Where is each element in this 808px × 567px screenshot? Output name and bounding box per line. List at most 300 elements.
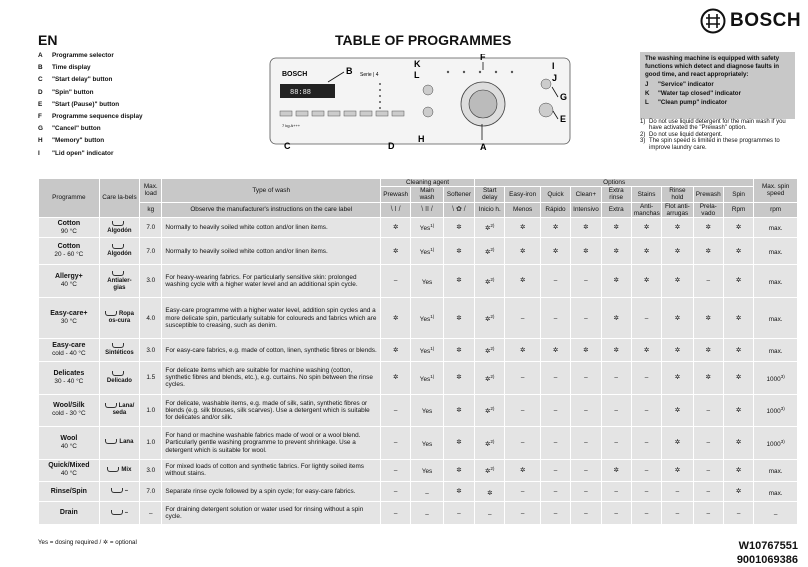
quick-value: – xyxy=(540,459,570,481)
quick-value: ✲ xyxy=(540,218,570,238)
sub-extra: Extra xyxy=(601,202,631,217)
programme-name: Easy-care+ 30 °C xyxy=(39,297,100,339)
prewash-option-value: – xyxy=(693,394,723,427)
clean-value: – xyxy=(571,394,601,427)
document-code: W10767551 xyxy=(738,540,798,552)
wash-description: For delicate, washable items, e.g. made of silk, satin, synthetic fibres or blends (e.g. silk blouses, silk scarves). Use a detergent which is suitable for delicates and/or silk. xyxy=(162,394,381,427)
start-delay-value: ✲ xyxy=(475,482,505,502)
header-softener: Softener xyxy=(443,187,474,202)
programme-name: Wool/Silk cold - 30 °C xyxy=(39,394,100,427)
extra-rinse-value: – xyxy=(601,427,631,460)
rinse-hold-value: – xyxy=(662,482,693,502)
wash-tub-icon xyxy=(105,311,117,316)
svg-text:B: B xyxy=(346,66,353,76)
clean-value: – xyxy=(571,482,601,502)
wash-description: Normally to heavily soiled white cotton and/or linen items. xyxy=(162,218,381,238)
legend-key: E xyxy=(38,100,43,108)
header-clean-plus: Clean+ xyxy=(571,187,601,202)
start-delay-value: ✲$^{2)}$ xyxy=(475,339,505,361)
softener-compartment-icon: \ ✿ / xyxy=(443,202,474,217)
spin-value: ✲ xyxy=(723,361,753,394)
sub-quick: Rápido xyxy=(540,202,570,217)
wash-description: For draining detergent solution or water used for rinsing without a spin cycle. xyxy=(162,502,381,525)
sub-prewash: Prela-vado xyxy=(693,202,723,217)
mainwash-value: Yes$^{1)}$ xyxy=(411,361,443,394)
wash-tub-icon xyxy=(107,467,119,472)
wash-description: For delicate items which are suitable for machine washing (cotton, synthetic fibres and blends, etc.), e.g. curtains. No spin between the rinse cycles. xyxy=(162,361,381,394)
start-delay-value: ✲$^{2)}$ xyxy=(475,297,505,339)
mainwash-value: Yes xyxy=(411,427,443,460)
header-stains: Stains xyxy=(631,187,661,202)
legend-list xyxy=(38,50,143,160)
header-prewash-option: Prewash xyxy=(693,187,723,202)
table-row xyxy=(39,265,798,298)
clean-value: – xyxy=(571,361,601,394)
start-delay-value: ✲$^{2)}$ xyxy=(475,394,505,427)
mainwash-value: Yes xyxy=(411,459,443,481)
easy-iron-value: ✲ xyxy=(505,238,540,265)
mainwash-value: – xyxy=(411,482,443,502)
max-spin-value: – xyxy=(754,502,798,525)
wash-tub-icon xyxy=(111,510,123,515)
page-title: TABLE OF PROGRAMMES xyxy=(335,32,512,48)
header-quick: Quick xyxy=(540,187,570,202)
rinse-hold-value: ✲ xyxy=(662,265,693,298)
legend-item xyxy=(38,123,143,135)
softener-value: ✲ xyxy=(443,339,474,361)
prewash-value: ✲ xyxy=(381,238,411,265)
softener-value: ✲ xyxy=(443,361,474,394)
svg-text:I: I xyxy=(552,61,555,71)
programme-name: Drain xyxy=(39,502,100,525)
stains-value: – xyxy=(631,361,661,394)
table-row xyxy=(39,502,798,525)
header-start-delay: Start delay xyxy=(475,187,505,202)
sub-spin: Rpm xyxy=(723,202,753,217)
sub-start-delay: Inicio h. xyxy=(475,202,505,217)
spin-value: ✲ xyxy=(723,218,753,238)
stains-value: ✲ xyxy=(631,238,661,265)
mainwash-value: Yes xyxy=(411,394,443,427)
mainwash-value: Yes$^{1)}$ xyxy=(411,218,443,238)
legend-item xyxy=(38,74,143,86)
max-load: 1.5 xyxy=(140,361,162,394)
programme-name: Cotton 20 - 60 °C xyxy=(39,238,100,265)
svg-text:E: E xyxy=(560,114,567,124)
prewash-value: ✲ xyxy=(381,297,411,339)
header-programme: Programme xyxy=(39,179,100,218)
care-label: Antialer-gias xyxy=(99,265,139,298)
stains-value: – xyxy=(631,394,661,427)
stains-value: ✲ xyxy=(631,265,661,298)
extra-rinse-value: – xyxy=(601,502,631,525)
sub-stains: Anti-manchas xyxy=(631,202,661,217)
note-key: K xyxy=(645,89,650,97)
stains-value: ✲ xyxy=(631,339,661,361)
table-row xyxy=(39,218,798,238)
legend-item xyxy=(38,50,143,62)
header-spin: Spin xyxy=(723,187,753,202)
mainwash-value: Yes$^{1)}$ xyxy=(411,339,443,361)
wash-description: For heavy-wearing fabrics. For particularly sensitive skin: prolonged washing cycle with a higher water level and an additional spin cycle. xyxy=(162,265,381,298)
start-delay-value: ✲$^{2)}$ xyxy=(475,361,505,394)
max-load: 7.0 xyxy=(140,238,162,265)
max-spin-value: max. xyxy=(754,265,798,298)
spin-value: ✲ xyxy=(723,297,753,339)
easy-iron-value: – xyxy=(505,482,540,502)
header-max-spin: Max. spin speed xyxy=(754,179,798,203)
easy-iron-value: ✲ xyxy=(505,265,540,298)
softener-value: ✲ xyxy=(443,265,474,298)
mainwash-value: Yes$^{1)}$ xyxy=(411,297,443,339)
max-spin-value: 1000$^{3)}$ xyxy=(754,427,798,460)
svg-text:F: F xyxy=(480,54,486,62)
clean-value: ✲ xyxy=(571,238,601,265)
spin-value: ✲ xyxy=(723,394,753,427)
prewash-value: – xyxy=(381,482,411,502)
header-type-of-wash: Type of wash xyxy=(162,179,381,203)
extra-rinse-value: ✲ xyxy=(601,238,631,265)
prewash-value: ✲ xyxy=(381,361,411,394)
quick-value: – xyxy=(540,361,570,394)
table-row xyxy=(39,427,798,460)
wash-description: For easy-care fabrics, e.g. made of cotton, linen, synthetic fibres or blends. xyxy=(162,339,381,361)
spin-value: ✲ xyxy=(723,339,753,361)
svg-text:G: G xyxy=(560,92,568,102)
rinse-hold-value: ✲ xyxy=(662,361,693,394)
clean-value: – xyxy=(571,502,601,525)
max-load: 1.0 xyxy=(140,394,162,427)
legend-text: "Spin" button xyxy=(52,88,94,96)
rinse-hold-value: ✲ xyxy=(662,339,693,361)
clean-value: – xyxy=(571,427,601,460)
clean-value: – xyxy=(571,459,601,481)
max-spin-value: max. xyxy=(754,218,798,238)
wash-description: For hand or machine washable fabrics made of wool or a wool blend. Particularly gentle washing programme to prevent shrinkage. Use a detergent which is suitable for wool. xyxy=(162,427,381,460)
mainwash-value: Yes xyxy=(411,265,443,298)
prewash-option-value: – xyxy=(693,482,723,502)
svg-text:L: L xyxy=(414,70,420,80)
max-load: 1.0 xyxy=(140,427,162,460)
extra-rinse-value: – xyxy=(601,361,631,394)
easy-iron-value: – xyxy=(505,394,540,427)
start-delay-value: ✲$^{2)}$ xyxy=(475,459,505,481)
easy-iron-value: – xyxy=(505,502,540,525)
clean-value: – xyxy=(571,297,601,339)
bosch-armature-icon xyxy=(700,8,726,34)
programme-name: Easy-care cold - 40 °C xyxy=(39,339,100,361)
legend-key: I xyxy=(38,149,40,157)
softener-value: ✲ xyxy=(443,394,474,427)
sub-rinse-hold: Flot anti-arrugas xyxy=(662,202,693,217)
quick-value: – xyxy=(540,297,570,339)
wash-tub-icon xyxy=(112,371,124,376)
wash-tub-icon xyxy=(111,488,123,493)
wash-description: Easy-care programme with a higher water level, addition spin cycles and a more delicate spin, particularly suitable for coloureds and fabrics which are susceptible to creasing, such as denim. xyxy=(162,297,381,339)
wash-tub-icon xyxy=(112,244,124,249)
start-delay-value: – xyxy=(475,502,505,525)
prewash-option-value: ✲ xyxy=(693,339,723,361)
legend-item xyxy=(38,62,143,74)
language-code: EN xyxy=(38,32,58,48)
max-load: 4.0 xyxy=(140,297,162,339)
header-care-labels: Care la-bels xyxy=(99,179,139,218)
extra-rinse-value: – xyxy=(601,482,631,502)
clean-value: ✲ xyxy=(571,339,601,361)
stains-value: – xyxy=(631,427,661,460)
programme-name: Quick/Mixed 40 °C xyxy=(39,459,100,481)
spin-value: – xyxy=(723,502,753,525)
header-type-note: Observe the manufacturer's instructions on the care label xyxy=(162,202,381,217)
header-rpm: rpm xyxy=(754,202,798,217)
prewash-option-value: ✲ xyxy=(693,238,723,265)
footnote-text: The spin speed is limited in these programmes to improve laundry care. xyxy=(649,138,780,151)
max-load: 7.0 xyxy=(140,482,162,502)
wash-description: Normally to heavily soiled white cotton and/or linen items. xyxy=(162,238,381,265)
service-indicator-note: "Service" indicator xyxy=(658,80,714,88)
legend-text: "Start delay" button xyxy=(52,76,113,84)
quick-value: – xyxy=(540,394,570,427)
care-label: Lana/ seda xyxy=(99,394,139,427)
prewash-value: ✲ xyxy=(381,218,411,238)
prewash-option-value: – xyxy=(693,459,723,481)
legend-text: "Cancel" button xyxy=(52,125,101,133)
header-main-wash: Main wash xyxy=(411,187,443,202)
prewash-value: – xyxy=(381,502,411,525)
spin-value: ✲ xyxy=(723,427,753,460)
table-row xyxy=(39,297,798,339)
max-spin-value: max. xyxy=(754,238,798,265)
legend-item xyxy=(38,87,143,99)
wash-description: For mixed loads of cotton and synthetic fabrics. For lightly soiled items without stains. xyxy=(162,459,381,481)
prewash-value: – xyxy=(381,459,411,481)
start-delay-value: ✲$^{2)}$ xyxy=(475,427,505,460)
legend-key: F xyxy=(38,113,42,121)
sub-easy-iron: Menos xyxy=(505,202,540,217)
legend-item xyxy=(38,148,143,160)
svg-text:D: D xyxy=(388,141,395,151)
start-button-shape xyxy=(539,103,553,117)
legend-item xyxy=(38,135,143,147)
softener-value: ✲ xyxy=(443,297,474,339)
legend-key: A xyxy=(38,52,43,59)
wash-tub-icon xyxy=(112,271,124,276)
care-label: Mix xyxy=(99,459,139,481)
extra-rinse-value: ✲ xyxy=(601,459,631,481)
legend-text: "Start (Pause)" button xyxy=(52,100,120,108)
max-spin-value: 1000$^{3)}$ xyxy=(754,394,798,427)
legend-text: Programme sequence display xyxy=(52,113,143,121)
time-display-value: 88:88 xyxy=(290,89,312,97)
stains-value: – xyxy=(631,297,661,339)
legend-key: B xyxy=(38,64,43,72)
max-load: 3.0 xyxy=(140,265,162,298)
care-label: Ropa os-cura xyxy=(99,297,139,339)
footnote-text: Do not use liquid detergent for the main wash if you have activated the "Prewash" option. xyxy=(649,119,786,132)
panel-series: Serie | 4 xyxy=(360,72,379,78)
rinse-hold-value: ✲ xyxy=(662,218,693,238)
max-spin-value: max. xyxy=(754,482,798,502)
programme-table xyxy=(38,178,798,525)
clean-value: ✲ xyxy=(571,218,601,238)
memory-button-shape xyxy=(423,85,433,95)
start-delay-value: ✲$^{2)}$ xyxy=(475,218,505,238)
spin-value: ✲ xyxy=(723,459,753,481)
clean-pump-indicator-note: "Clean pump" indicator xyxy=(658,99,728,107)
legend-key: D xyxy=(38,88,43,96)
max-load: 7.0 xyxy=(140,218,162,238)
easy-iron-value: ✲ xyxy=(505,459,540,481)
prewash-option-value: – xyxy=(693,265,723,298)
wash-tub-icon xyxy=(105,439,117,444)
extra-rinse-value: ✲ xyxy=(601,297,631,339)
wash-description: Separate rinse cycle followed by a spin cycle; for easy-care fabrics. xyxy=(162,482,381,502)
prewash-compartment-icon: \ I / xyxy=(381,202,411,217)
brand-logo xyxy=(700,6,801,36)
easy-iron-value: ✲ xyxy=(505,218,540,238)
header-extra-rinse: Extra rinse xyxy=(601,187,631,202)
quick-value: – xyxy=(540,482,570,502)
mainwash-value: – xyxy=(411,502,443,525)
quick-value: – xyxy=(540,265,570,298)
footnote-key: 3) xyxy=(640,138,646,145)
rinse-hold-value: ✲ xyxy=(662,394,693,427)
mainwash-value: Yes$^{1)}$ xyxy=(411,238,443,265)
max-load: – xyxy=(140,502,162,525)
rinse-hold-value: ✲ xyxy=(662,238,693,265)
programme-rows xyxy=(39,218,798,525)
footnote-key: 1) xyxy=(640,119,646,125)
prewash-value: – xyxy=(381,265,411,298)
svg-text:H: H xyxy=(418,134,425,144)
sub-clean: Intensivo xyxy=(571,202,601,217)
rinse-hold-value: ✲ xyxy=(662,427,693,460)
prewash-option-value: ✲ xyxy=(693,218,723,238)
stains-value: – xyxy=(631,459,661,481)
programme-name: Rinse/Spin xyxy=(39,482,100,502)
wash-tub-icon xyxy=(112,343,124,348)
rinse-hold-value: – xyxy=(662,502,693,525)
header-options: Options xyxy=(475,179,754,187)
table-row xyxy=(39,238,798,265)
extra-rinse-value: ✲ xyxy=(601,218,631,238)
quick-value: – xyxy=(540,502,570,525)
start-delay-value: ✲$^{2)}$ xyxy=(475,265,505,298)
legend-text: Time display xyxy=(52,64,91,72)
legend-text: "Memory" button xyxy=(52,137,105,145)
notes-heading: The washing machine is equipped with safety functions which detect and diagnose faults in good time, and react appropriately: xyxy=(645,55,780,79)
spin-value: ✲ xyxy=(723,482,753,502)
extra-rinse-value: – xyxy=(601,394,631,427)
table-row xyxy=(39,339,798,361)
legend-text: "Lid open" indicator xyxy=(52,149,114,157)
footnote-key: 2) xyxy=(640,131,646,138)
safety-notes-box xyxy=(640,52,795,119)
programme-name: Delicates 30 - 40 °C xyxy=(39,361,100,394)
softener-value: – xyxy=(443,502,474,525)
max-load: 3.0 xyxy=(140,459,162,481)
water-tap-indicator-note: "Water tap closed" indicator xyxy=(658,89,741,97)
prewash-value: – xyxy=(381,394,411,427)
brand-name: BOSCH xyxy=(730,10,802,31)
control-panel-diagram xyxy=(268,54,573,162)
prewash-option-value: ✲ xyxy=(693,297,723,339)
softener-value: ✲ xyxy=(443,218,474,238)
start-delay-value: ✲$^{2)}$ xyxy=(475,238,505,265)
panel-brand: BOSCH xyxy=(282,71,308,78)
care-label: Lana xyxy=(99,427,139,460)
care-label: Delicado xyxy=(99,361,139,394)
care-label: – xyxy=(99,502,139,525)
svg-text:C: C xyxy=(284,141,291,151)
softener-value: ✲ xyxy=(443,427,474,460)
legend-key: G xyxy=(38,125,43,133)
care-label: Algodón xyxy=(99,218,139,238)
header-max-load: Max. load xyxy=(140,179,162,203)
svg-text:K: K xyxy=(414,59,421,69)
max-spin-value: 1000$^{3)}$ xyxy=(754,361,798,394)
quick-value: – xyxy=(540,427,570,460)
table-row xyxy=(39,361,798,394)
prewash-option-value: – xyxy=(693,502,723,525)
stains-value: – xyxy=(631,482,661,502)
wash-tub-icon xyxy=(112,221,124,226)
footnote-text: Do not use liquid detergent. xyxy=(649,131,723,138)
prewash-value: ✲ xyxy=(381,339,411,361)
easy-iron-value: – xyxy=(505,297,540,339)
care-label: Algodón xyxy=(99,238,139,265)
legend-key: C xyxy=(38,76,43,84)
prewash-option-value: – xyxy=(693,427,723,460)
programme-name: Wool 40 °C xyxy=(39,427,100,460)
document-number: 9001069386 xyxy=(736,554,798,566)
svg-text:A: A xyxy=(480,142,487,152)
care-label: – xyxy=(99,482,139,502)
spin-value: ✲ xyxy=(723,265,753,298)
note-key: J xyxy=(645,80,649,88)
prewash-option-value: ✲ xyxy=(693,361,723,394)
legend-key: H xyxy=(38,137,43,145)
extra-rinse-value: ✲ xyxy=(601,339,631,361)
legend-item xyxy=(38,111,143,123)
easy-iron-value: – xyxy=(505,361,540,394)
easy-iron-value: ✲ xyxy=(505,339,540,361)
svg-text:J: J xyxy=(552,73,558,83)
dosing-legend: Yes = dosing required / ✲ = optional xyxy=(38,539,137,546)
wash-tub-icon xyxy=(105,403,117,408)
softener-value: ✲ xyxy=(443,482,474,502)
legend-item xyxy=(38,99,143,111)
rinse-hold-value: ✲ xyxy=(662,459,693,481)
header-easy-iron: Easy-iron xyxy=(505,187,540,202)
care-label: Sintéticos xyxy=(99,339,139,361)
header-rinse-hold: Rinse hold xyxy=(662,187,693,202)
table-row xyxy=(39,394,798,427)
softener-value: ✲ xyxy=(443,459,474,481)
table-row xyxy=(39,482,798,502)
quick-value: ✲ xyxy=(540,238,570,265)
header-cleaning-agent: Cleaning agent xyxy=(381,179,475,187)
note-key: L xyxy=(645,99,649,107)
prewash-value: – xyxy=(381,427,411,460)
easy-iron-value: – xyxy=(505,427,540,460)
spin-value: ✲ xyxy=(723,238,753,265)
quick-value: ✲ xyxy=(540,339,570,361)
header-kg: kg xyxy=(140,202,162,217)
mainwash-compartment-icon: \ II / xyxy=(411,202,443,217)
extra-rinse-value: ✲ xyxy=(601,265,631,298)
max-spin-value: max. xyxy=(754,297,798,339)
